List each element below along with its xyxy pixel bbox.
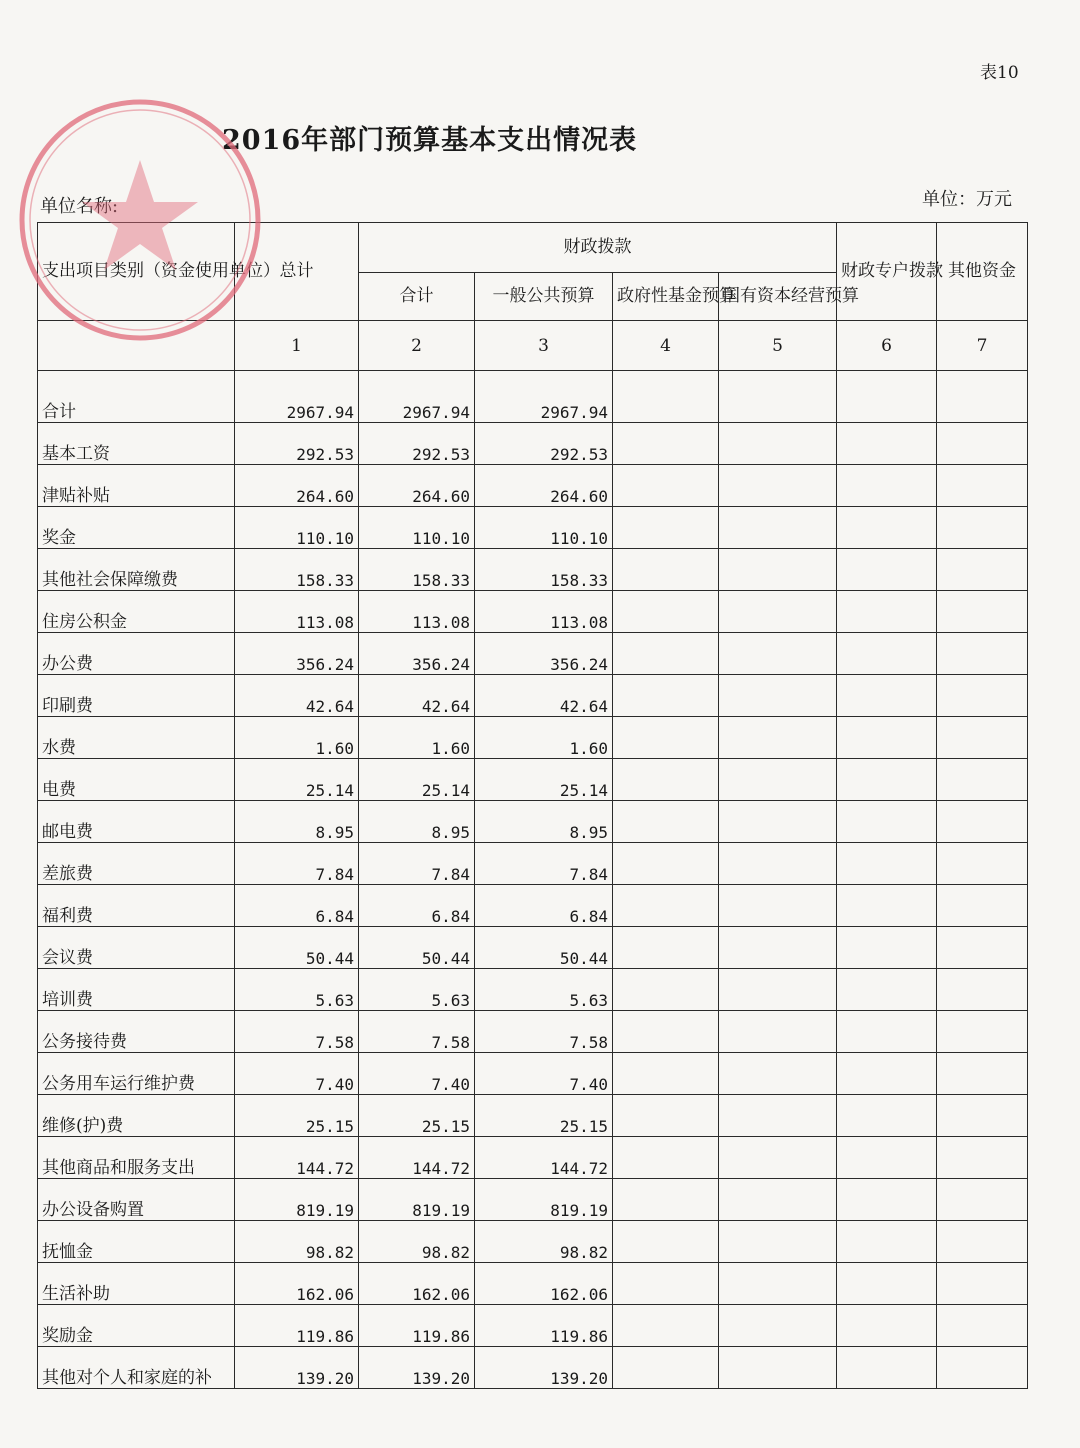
cell-total: 819.19 (235, 1179, 359, 1221)
cell-fund (613, 885, 719, 927)
cell-sum: 7.84 (359, 843, 475, 885)
cell-general: 119.86 (475, 1305, 613, 1347)
cell-general: 356.24 (475, 633, 613, 675)
row-label: 基本工资 (38, 423, 235, 465)
cell-special (837, 633, 937, 675)
cell-total: 139.20 (235, 1347, 359, 1389)
table-row (38, 1095, 1028, 1137)
cell-state (719, 969, 837, 1011)
cell-sum: 1.60 (359, 717, 475, 759)
header-other: 其他资金 (937, 223, 1028, 321)
cell-special (837, 759, 937, 801)
cell-state (719, 1011, 837, 1053)
cell-general: 5.63 (475, 969, 613, 1011)
cell-fund (613, 549, 719, 591)
cell-general: 7.84 (475, 843, 613, 885)
cell-state (719, 371, 837, 423)
row-label: 办公费 (38, 633, 235, 675)
cell-fund (613, 1305, 719, 1347)
cell-total: 264.60 (235, 465, 359, 507)
cell-general: 98.82 (475, 1221, 613, 1263)
cell-special (837, 1179, 937, 1221)
cell-fund (613, 1137, 719, 1179)
column-index: 7 (937, 321, 1028, 371)
cell-other (937, 759, 1028, 801)
cell-total: 25.15 (235, 1095, 359, 1137)
cell-special (837, 927, 937, 969)
column-index: 2 (359, 321, 475, 371)
table-row (38, 927, 1028, 969)
row-label: 住房公积金 (38, 591, 235, 633)
cell-other (937, 717, 1028, 759)
cell-other (937, 1221, 1028, 1263)
cell-other (937, 549, 1028, 591)
cell-state (719, 717, 837, 759)
cell-sum: 7.40 (359, 1053, 475, 1095)
row-label: 印刷费 (38, 675, 235, 717)
cell-special (837, 423, 937, 465)
cell-state (719, 1305, 837, 1347)
row-label: 抚恤金 (38, 1221, 235, 1263)
row-label: 会议费 (38, 927, 235, 969)
table-row (38, 1137, 1028, 1179)
cell-sum: 25.14 (359, 759, 475, 801)
cell-general: 8.95 (475, 801, 613, 843)
cell-total: 5.63 (235, 969, 359, 1011)
cell-fund (613, 759, 719, 801)
cell-fund (613, 1053, 719, 1095)
cell-general: 7.40 (475, 1053, 613, 1095)
table-row (38, 717, 1028, 759)
cell-other (937, 423, 1028, 465)
cell-total: 162.06 (235, 1263, 359, 1305)
cell-general: 6.84 (475, 885, 613, 927)
column-index (38, 321, 235, 371)
cell-general: 139.20 (475, 1347, 613, 1389)
cell-other (937, 927, 1028, 969)
column-index-row (38, 321, 1028, 371)
cell-other (937, 1095, 1028, 1137)
cell-sum: 8.95 (359, 801, 475, 843)
cell-sum: 158.33 (359, 549, 475, 591)
cell-sum: 144.72 (359, 1137, 475, 1179)
cell-special (837, 549, 937, 591)
cell-total: 292.53 (235, 423, 359, 465)
cell-general: 7.58 (475, 1011, 613, 1053)
cell-special (837, 1305, 937, 1347)
cell-sum: 264.60 (359, 465, 475, 507)
page-title: 2016年部门预算基本支出情况表 (222, 125, 638, 156)
cell-other (937, 465, 1028, 507)
cell-fund (613, 1347, 719, 1389)
cell-total: 7.84 (235, 843, 359, 885)
cell-state (719, 885, 837, 927)
table-row (38, 465, 1028, 507)
cell-sum: 162.06 (359, 1263, 475, 1305)
cell-total: 113.08 (235, 591, 359, 633)
cell-state (719, 1179, 837, 1221)
column-index: 6 (837, 321, 937, 371)
cell-general: 42.64 (475, 675, 613, 717)
cell-other (937, 969, 1028, 1011)
column-index: 1 (235, 321, 359, 371)
cell-fund (613, 717, 719, 759)
cell-state (719, 423, 837, 465)
cell-total: 98.82 (235, 1221, 359, 1263)
cell-total: 356.24 (235, 633, 359, 675)
cell-fund (613, 1179, 719, 1221)
cell-state (719, 591, 837, 633)
table-row (38, 507, 1028, 549)
cell-special (837, 591, 937, 633)
cell-fund (613, 423, 719, 465)
cell-other (937, 1305, 1028, 1347)
row-label: 公务接待费 (38, 1011, 235, 1053)
cell-other (937, 507, 1028, 549)
row-label: 福利费 (38, 885, 235, 927)
cell-fund (613, 1011, 719, 1053)
column-index: 4 (613, 321, 719, 371)
cell-fund (613, 1221, 719, 1263)
unit-name-label: 单位名称: (40, 196, 119, 217)
cell-special (837, 1095, 937, 1137)
cell-special (837, 969, 937, 1011)
cell-total: 110.10 (235, 507, 359, 549)
cell-state (719, 759, 837, 801)
cell-state (719, 549, 837, 591)
cell-state (719, 675, 837, 717)
cell-other (937, 1179, 1028, 1221)
table-row (38, 591, 1028, 633)
cell-special (837, 1263, 937, 1305)
cell-total: 8.95 (235, 801, 359, 843)
cell-general: 2967.94 (475, 371, 613, 423)
cell-general: 25.15 (475, 1095, 613, 1137)
table-row (38, 885, 1028, 927)
cell-sum: 2967.94 (359, 371, 475, 423)
cell-other (937, 1053, 1028, 1095)
table-row (38, 801, 1028, 843)
row-label: 公务用车运行维护费 (38, 1053, 235, 1095)
header-general: 一般公共预算 (475, 273, 613, 321)
header-category: 支出项目类别（资金使用单位） (38, 223, 235, 321)
cell-sum: 119.86 (359, 1305, 475, 1347)
table-row (38, 1011, 1028, 1053)
cell-general: 292.53 (475, 423, 613, 465)
cell-total: 25.14 (235, 759, 359, 801)
cell-total: 7.40 (235, 1053, 359, 1095)
budget-table (37, 222, 1028, 1389)
cell-sum: 356.24 (359, 633, 475, 675)
cell-general: 264.60 (475, 465, 613, 507)
unit-label: 单位：万元 (922, 189, 1012, 210)
cell-other (937, 1011, 1028, 1053)
cell-total: 119.86 (235, 1305, 359, 1347)
cell-other (937, 371, 1028, 423)
cell-state (719, 1137, 837, 1179)
header-total: 总计 (235, 223, 359, 321)
cell-other (937, 1263, 1028, 1305)
table-row (38, 1053, 1028, 1095)
column-index: 5 (719, 321, 837, 371)
row-label: 合计 (38, 371, 235, 423)
row-label: 奖金 (38, 507, 235, 549)
cell-sum: 292.53 (359, 423, 475, 465)
cell-sum: 5.63 (359, 969, 475, 1011)
cell-state (719, 927, 837, 969)
cell-sum: 98.82 (359, 1221, 475, 1263)
cell-total: 7.58 (235, 1011, 359, 1053)
cell-state (719, 465, 837, 507)
cell-total: 144.72 (235, 1137, 359, 1179)
row-label: 差旅费 (38, 843, 235, 885)
table-row (38, 969, 1028, 1011)
cell-fund (613, 591, 719, 633)
cell-special (837, 1347, 937, 1389)
table-row (38, 1221, 1028, 1263)
cell-sum: 110.10 (359, 507, 475, 549)
row-label: 办公设备购置 (38, 1179, 235, 1221)
cell-state (719, 1095, 837, 1137)
cell-special (837, 1053, 937, 1095)
cell-general: 50.44 (475, 927, 613, 969)
table-row (38, 1263, 1028, 1305)
cell-state (719, 633, 837, 675)
row-label: 津贴补贴 (38, 465, 235, 507)
row-label: 其他对个人和家庭的补 (38, 1347, 235, 1389)
column-index: 3 (475, 321, 613, 371)
cell-state (719, 801, 837, 843)
cell-fund (613, 675, 719, 717)
row-label: 邮电费 (38, 801, 235, 843)
cell-total: 2967.94 (235, 371, 359, 423)
cell-other (937, 675, 1028, 717)
cell-special (837, 371, 937, 423)
cell-fund (613, 633, 719, 675)
cell-sum: 50.44 (359, 927, 475, 969)
cell-general: 1.60 (475, 717, 613, 759)
cell-sum: 7.58 (359, 1011, 475, 1053)
cell-other (937, 1347, 1028, 1389)
row-label: 电费 (38, 759, 235, 801)
table-row (38, 423, 1028, 465)
cell-other (937, 885, 1028, 927)
cell-total: 42.64 (235, 675, 359, 717)
cell-other (937, 1137, 1028, 1179)
cell-general: 819.19 (475, 1179, 613, 1221)
table-row (38, 675, 1028, 717)
table-row (38, 843, 1028, 885)
cell-other (937, 591, 1028, 633)
cell-fund (613, 1095, 719, 1137)
table-body (38, 371, 1028, 1389)
cell-special (837, 801, 937, 843)
table-row (38, 633, 1028, 675)
cell-other (937, 801, 1028, 843)
cell-general: 25.14 (475, 759, 613, 801)
row-label: 培训费 (38, 969, 235, 1011)
row-label: 其他社会保障缴费 (38, 549, 235, 591)
row-label: 奖励金 (38, 1305, 235, 1347)
cell-general: 113.08 (475, 591, 613, 633)
header-fund: 政府性基金预算 (613, 273, 719, 321)
cell-fund (613, 465, 719, 507)
table-row (38, 759, 1028, 801)
cell-general: 144.72 (475, 1137, 613, 1179)
cell-other (937, 633, 1028, 675)
cell-special (837, 1137, 937, 1179)
cell-total: 6.84 (235, 885, 359, 927)
cell-sum: 139.20 (359, 1347, 475, 1389)
header-fiscal-group: 财政拨款 (359, 223, 837, 273)
table-row (38, 1179, 1028, 1221)
cell-state (719, 1263, 837, 1305)
cell-fund (613, 927, 719, 969)
cell-special (837, 843, 937, 885)
cell-fund (613, 969, 719, 1011)
cell-general: 158.33 (475, 549, 613, 591)
row-label: 水费 (38, 717, 235, 759)
total-row (38, 371, 1028, 423)
cell-special (837, 507, 937, 549)
cell-state (719, 507, 837, 549)
cell-general: 162.06 (475, 1263, 613, 1305)
table-row (38, 1347, 1028, 1389)
cell-special (837, 1221, 937, 1263)
table-number: 表10 (980, 63, 1019, 83)
cell-total: 1.60 (235, 717, 359, 759)
header-sum: 合计 (359, 273, 475, 321)
cell-state (719, 1347, 837, 1389)
cell-sum: 113.08 (359, 591, 475, 633)
cell-total: 50.44 (235, 927, 359, 969)
cell-other (937, 843, 1028, 885)
cell-sum: 25.15 (359, 1095, 475, 1137)
cell-fund (613, 507, 719, 549)
row-label: 维修(护)费 (38, 1095, 235, 1137)
cell-state (719, 1221, 837, 1263)
cell-fund (613, 801, 719, 843)
cell-special (837, 465, 937, 507)
cell-fund (613, 1263, 719, 1305)
cell-total: 158.33 (235, 549, 359, 591)
cell-special (837, 717, 937, 759)
cell-state (719, 1053, 837, 1095)
cell-special (837, 885, 937, 927)
table-row (38, 1305, 1028, 1347)
header-special: 财政专户拨款 (837, 223, 937, 321)
cell-general: 110.10 (475, 507, 613, 549)
cell-special (837, 675, 937, 717)
cell-state (719, 843, 837, 885)
cell-special (837, 1011, 937, 1053)
cell-sum: 6.84 (359, 885, 475, 927)
header-state: 国有资本经营预算 (719, 273, 837, 321)
cell-fund (613, 843, 719, 885)
row-label: 生活补助 (38, 1263, 235, 1305)
table-row (38, 549, 1028, 591)
cell-fund (613, 371, 719, 423)
cell-sum: 42.64 (359, 675, 475, 717)
row-label: 其他商品和服务支出 (38, 1137, 235, 1179)
cell-sum: 819.19 (359, 1179, 475, 1221)
